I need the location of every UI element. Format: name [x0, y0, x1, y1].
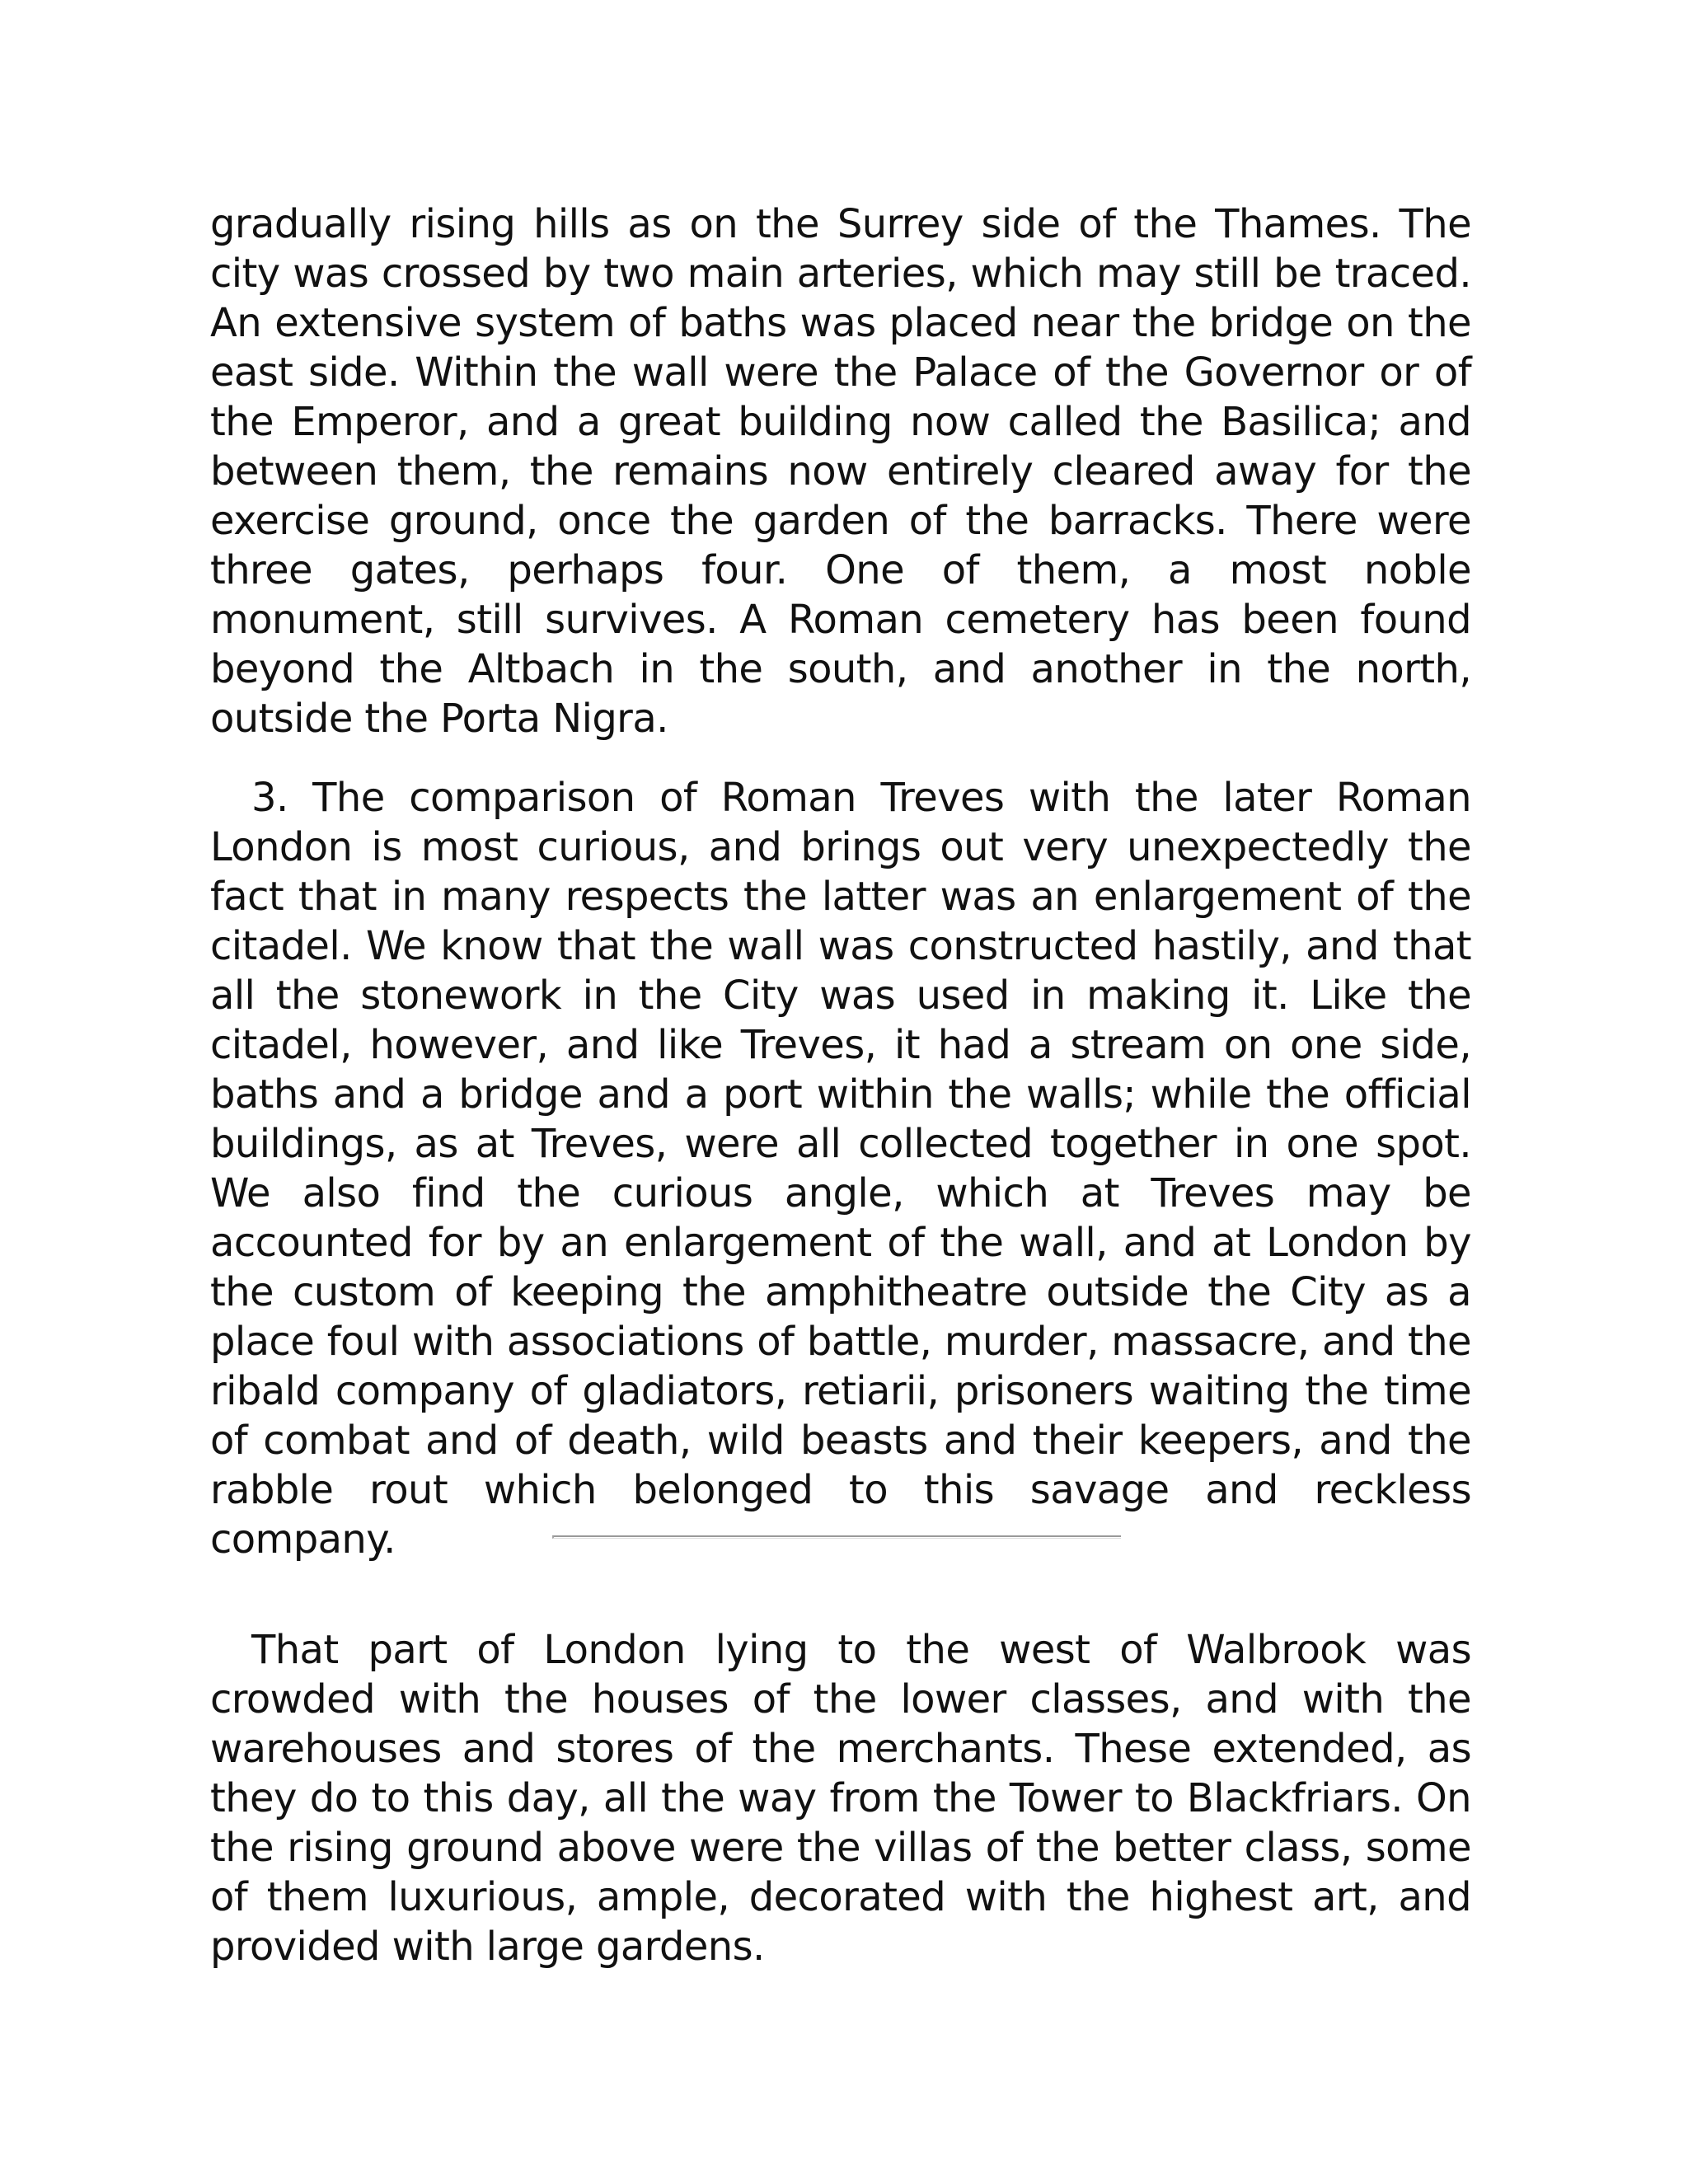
paragraph-continuation: gradually rising hills as on the Surrey side of the Thames. The city was crossed by two main arteries, which may still be traced. An extensive system of baths was placed near the bridge on the east side. Within the wall were the Palace of the Governor or of the Emperor, and a great building now called the Basilica; and between them, the remains now entirely cleared away for the exercise ground, once the garden of the barracks. There were three gates, perhaps four. One of them, a most noble monument, still survives. A Roman cemetery has been found beyond the Altbach in the south, and another in the north, outside the Porta Nigra. [210, 201, 1471, 742]
page-body-top [210, 199, 1471, 1564]
paragraph-walbrook: That part of London lying to the west of Walbrook was crowded with the houses of the lower classes, and with the warehouses and stores of the merchants. These extended, as they do to this day, all the way from the Tower to Blackfriars. On the rising ground above were the villas of the better class, some of them luxurious, ample, decorated with the highest art, and provided with large gardens. [210, 1627, 1471, 1970]
paragraph-section-3: 3. The comparison of Roman Treves with the later Roman London is most curious, and brings out very unexpectedly the fact that in many respects the latter was an enlargement of the citadel. We know that the wall was constructed hastily, and that all the stonework in the City was used in making it. Like the citadel, however, and like Treves, it had a stream on one side, baths and a bridge and a port within the walls; while the official buildings, as at Treves, were all collected together in one spot. We also find the curious angle, which at Treves may be accounted for by an enlargement of the wall, and at London by the custom of keeping the amphitheatre outside the City as a place foul with associations of battle, murder, massacre, and the ribald company of gladiators, retiarii, prisoners waiting the time of combat and of death, wild beasts and their keepers, and the rabble rout which belonged to this savage and reckless company. [210, 775, 1471, 1563]
page-body-bottom [210, 1625, 1471, 1971]
section-divider-rule [552, 1535, 1121, 1539]
